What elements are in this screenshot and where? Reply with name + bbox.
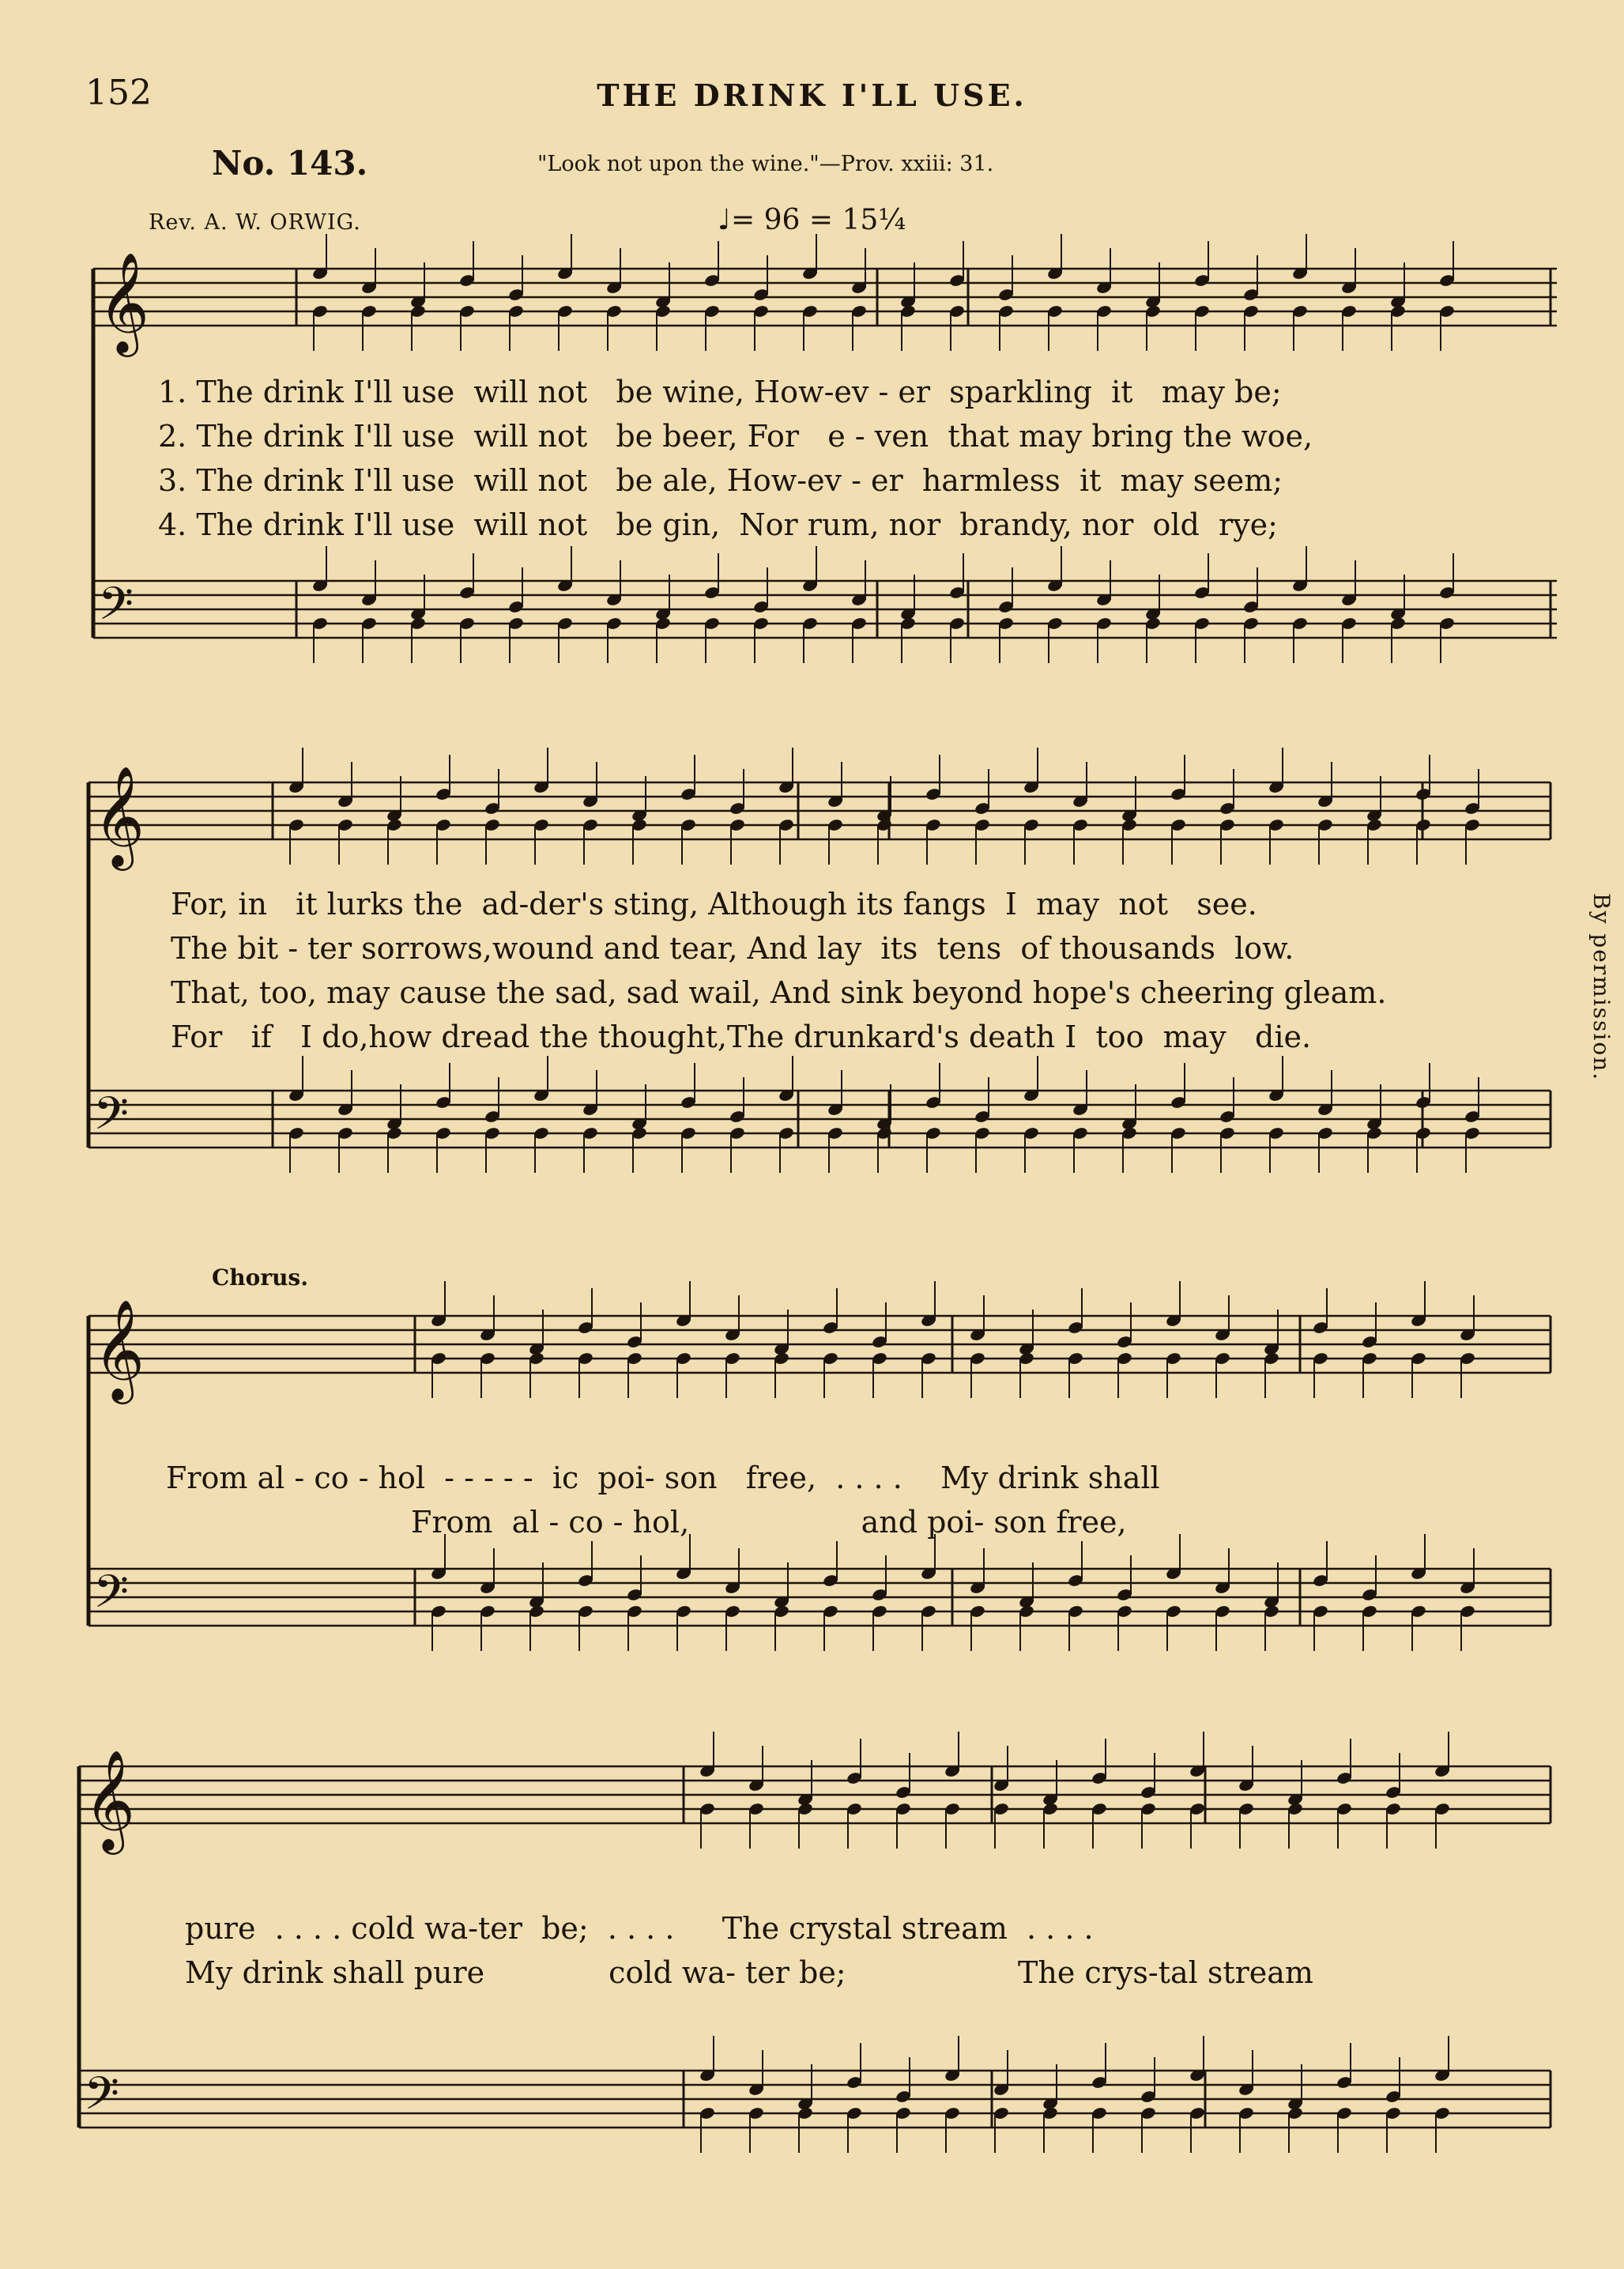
- verse-4-line-1: 4. The drink I'll use will not be gin, Nor rum, nor brandy, nor old rye;: [158, 507, 1278, 542]
- barlines: [273, 269, 1551, 2128]
- chorus-line-1-main: From al - co - hol - - - - - ic poi- son free, . . . . My drink shall: [166, 1461, 1160, 1495]
- quarter-note-icon: ♩: [718, 204, 731, 236]
- svg-text:𝄞: 𝄞: [84, 1749, 136, 1850]
- verse-2-line-2: The bit - ter sorrows,wound and tear, And lay its tens of thousands low.: [171, 931, 1294, 966]
- verse-1-line-1: 1. The drink I'll use will not be wine, How-ev - er sparkling it may be;: [158, 375, 1282, 409]
- chorus-line-2-alt: My drink shall pure cold wa- ter be; The crys-tal stream: [185, 1955, 1313, 1990]
- svg-text:𝄢: 𝄢: [93, 1565, 130, 1630]
- running-title: THE DRINK I'LL USE.: [597, 77, 1027, 113]
- verse-1-line-2: For, in it lurks the ad-der's sting, Although its fangs I may not see.: [171, 887, 1257, 922]
- svg-text:𝄢: 𝄢: [84, 2067, 120, 2131]
- svg-text:𝄢: 𝄢: [98, 577, 134, 642]
- tempo-value: = 96 = 15¼: [730, 204, 906, 236]
- chorus-line-2-main: pure . . . . cold wa-ter be; . . . . The crystal stream . . . .: [185, 1911, 1094, 1946]
- svg-text:𝄢: 𝄢: [93, 1087, 130, 1151]
- verse-3-line-1: 3. The drink I'll use will not be ale, How-ev - er harmless it may seem;: [158, 463, 1283, 498]
- svg-text:𝄞: 𝄞: [93, 765, 145, 866]
- svg-text:𝄞: 𝄞: [93, 1298, 145, 1400]
- permission-note: By permission.: [1588, 893, 1615, 1082]
- author-credit: Rev. A. W. ORWIG.: [149, 210, 361, 235]
- hymn-number: No. 143.: [212, 144, 368, 183]
- page-number: 152: [85, 73, 152, 113]
- verse-2-line-1: 2. The drink I'll use will not be beer, For e - ven that may bring the woe,: [158, 419, 1313, 454]
- verse-4-line-2: For if I do,how dread the thought,The drunkard's death I too may die.: [171, 1020, 1312, 1054]
- scripture-epigraph: "Look not upon the wine."—Prov. xxiii: 31.: [537, 152, 994, 176]
- chorus-line-1-alt: From al - co - hol, and poi- son free,: [411, 1505, 1127, 1540]
- noteheads: [288, 266, 1480, 2120]
- verse-3-line-2: That, too, may cause the sad, sad wail, And sink beyond hope's cheering gleam.: [171, 975, 1387, 1010]
- svg-text:𝄞: 𝄞: [98, 251, 150, 352]
- staff-lines: [79, 269, 1557, 2128]
- chorus-label: Chorus.: [212, 1265, 308, 1291]
